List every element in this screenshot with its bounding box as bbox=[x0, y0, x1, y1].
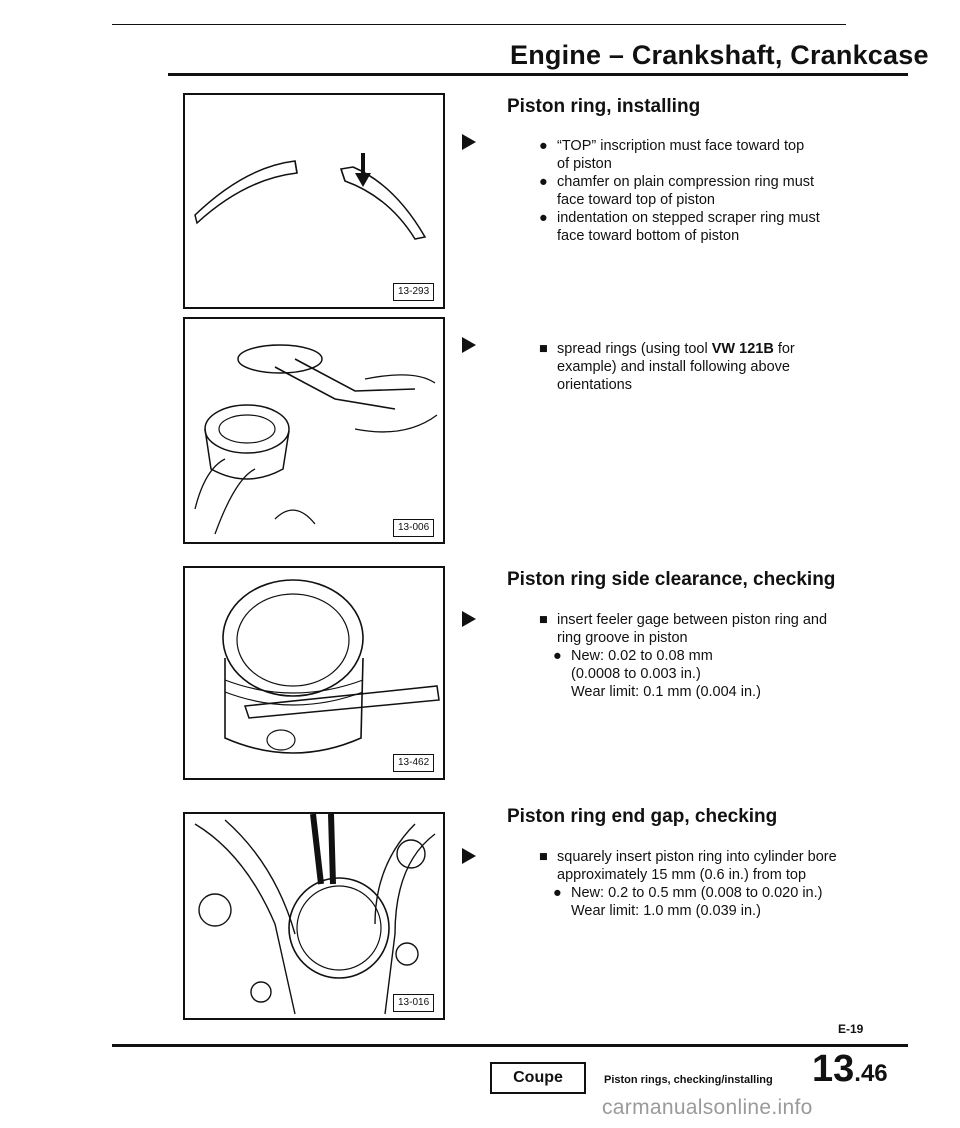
list-item: ■ squarely insert piston ring into cylinder bore approximately 15 mm (0.6 in.) from top bbox=[539, 849, 837, 883]
section-list bbox=[539, 848, 837, 920]
figure-label: 13-006 bbox=[393, 519, 434, 537]
list-item: ● indentation on stepped scraper ring must face toward bottom of piston bbox=[539, 210, 820, 244]
page-code: E-19 bbox=[838, 1022, 864, 1036]
watermark: carmanualsonline.info bbox=[602, 1096, 813, 1119]
figure-side-clearance bbox=[183, 566, 445, 780]
end-gap-illustration bbox=[185, 814, 443, 1018]
section-list bbox=[539, 137, 820, 245]
list-item: ● chamfer on plain compression ring must face toward top of piston bbox=[539, 174, 815, 208]
list-item: ■ spread rings (using tool VW 121B for example) and install following above orientations bbox=[539, 341, 795, 393]
figure-ring-orientation bbox=[183, 93, 445, 309]
section-heading: Piston ring, installing bbox=[507, 96, 701, 117]
ring-orientation-illustration bbox=[185, 95, 443, 307]
section-heading: Piston ring side clearance, checking bbox=[507, 569, 836, 590]
ring-spreader-illustration bbox=[185, 319, 443, 542]
section-heading: Piston ring end gap, checking bbox=[507, 806, 778, 827]
list-item: ■ insert feeler gage between piston ring and ring groove in piston bbox=[539, 612, 828, 646]
figure-ring-spreader bbox=[183, 317, 445, 544]
list-item: ● New: 0.2 to 0.5 mm (0.008 to 0.020 in.) Wear limit: 1.0 mm (0.039 in.) bbox=[553, 885, 823, 919]
header-rule bbox=[168, 73, 908, 76]
reference-arrow bbox=[462, 611, 476, 627]
list-item: ● “TOP” inscription must face toward top of piston bbox=[539, 138, 805, 172]
footer-rule bbox=[112, 1044, 908, 1047]
section-list bbox=[539, 340, 795, 394]
reference-arrow bbox=[462, 337, 476, 353]
top-thin-rule bbox=[112, 24, 846, 25]
figure-label: 13-462 bbox=[393, 754, 434, 772]
list-item: ● New: 0.02 to 0.08 mm (0.0008 to 0.003 in.) Wear limit: 0.1 mm (0.004 in.) bbox=[553, 648, 761, 700]
model-badge: Coupe bbox=[490, 1062, 586, 1094]
figure-label: 13-293 bbox=[393, 283, 434, 301]
reference-arrow bbox=[462, 848, 476, 864]
side-clearance-illustration bbox=[185, 568, 443, 778]
figure-label: 13-016 bbox=[393, 994, 434, 1012]
reference-arrow bbox=[462, 134, 476, 150]
footer-caption: Piston rings, checking/installing bbox=[604, 1074, 773, 1086]
page-number: 13.46 bbox=[812, 1048, 888, 1090]
page-title: Engine – Crankshaft, Crankcase bbox=[510, 40, 929, 70]
section-list bbox=[539, 611, 827, 701]
figure-end-gap bbox=[183, 812, 445, 1020]
